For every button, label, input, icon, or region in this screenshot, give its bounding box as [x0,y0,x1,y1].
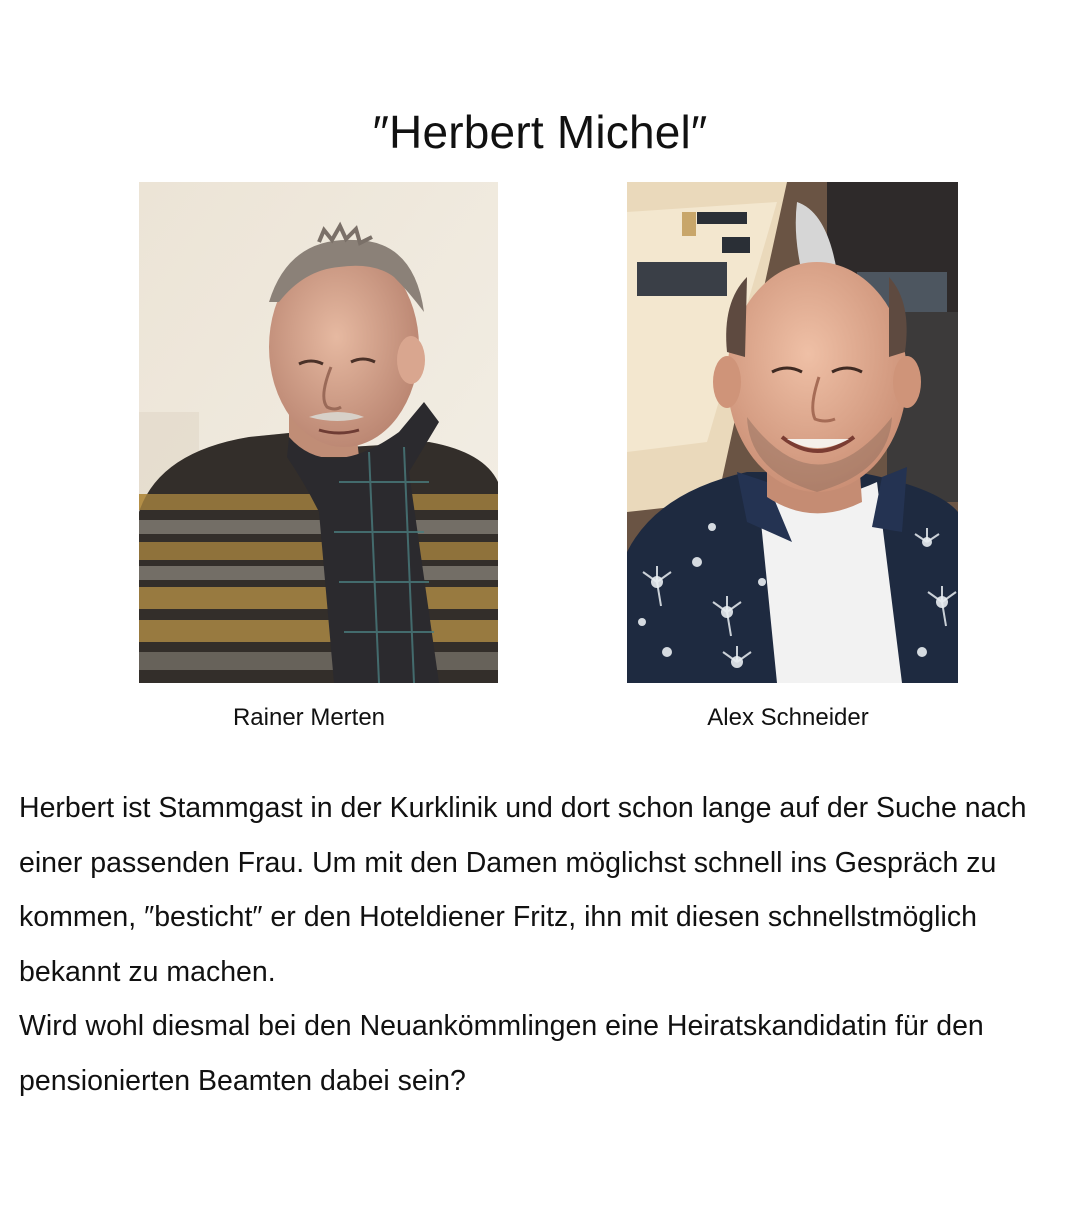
description-paragraph-2: Wird wohl diesmal bei den Neuankömmlingen eine Heiratskandidatin für den pensionierten Beamten dabei sein? [19,1010,984,1097]
portrait-smiling-man-icon [627,182,958,683]
description-paragraph-1: Herbert ist Stammgast in der Kurklinik und dort schon lange auf der Suche nach einer passenden Frau. Um mit den Damen möglichst schnell ins Gespräch zu kommen, ″besticht″ er den Hoteldiener Fritz, ihn mit diesen schnellstmöglich bekannt zu machen. [19,792,1027,988]
photo-rainer-merten [139,182,498,683]
portrait-older-man-icon [139,182,498,683]
photo-alex-schneider [627,182,958,683]
description-text [19,781,1059,1108]
caption-left: Rainer Merten [232,704,386,731]
caption-right: Alex Schneider [707,704,869,731]
page-title: ″Herbert Michel″ [372,106,708,158]
